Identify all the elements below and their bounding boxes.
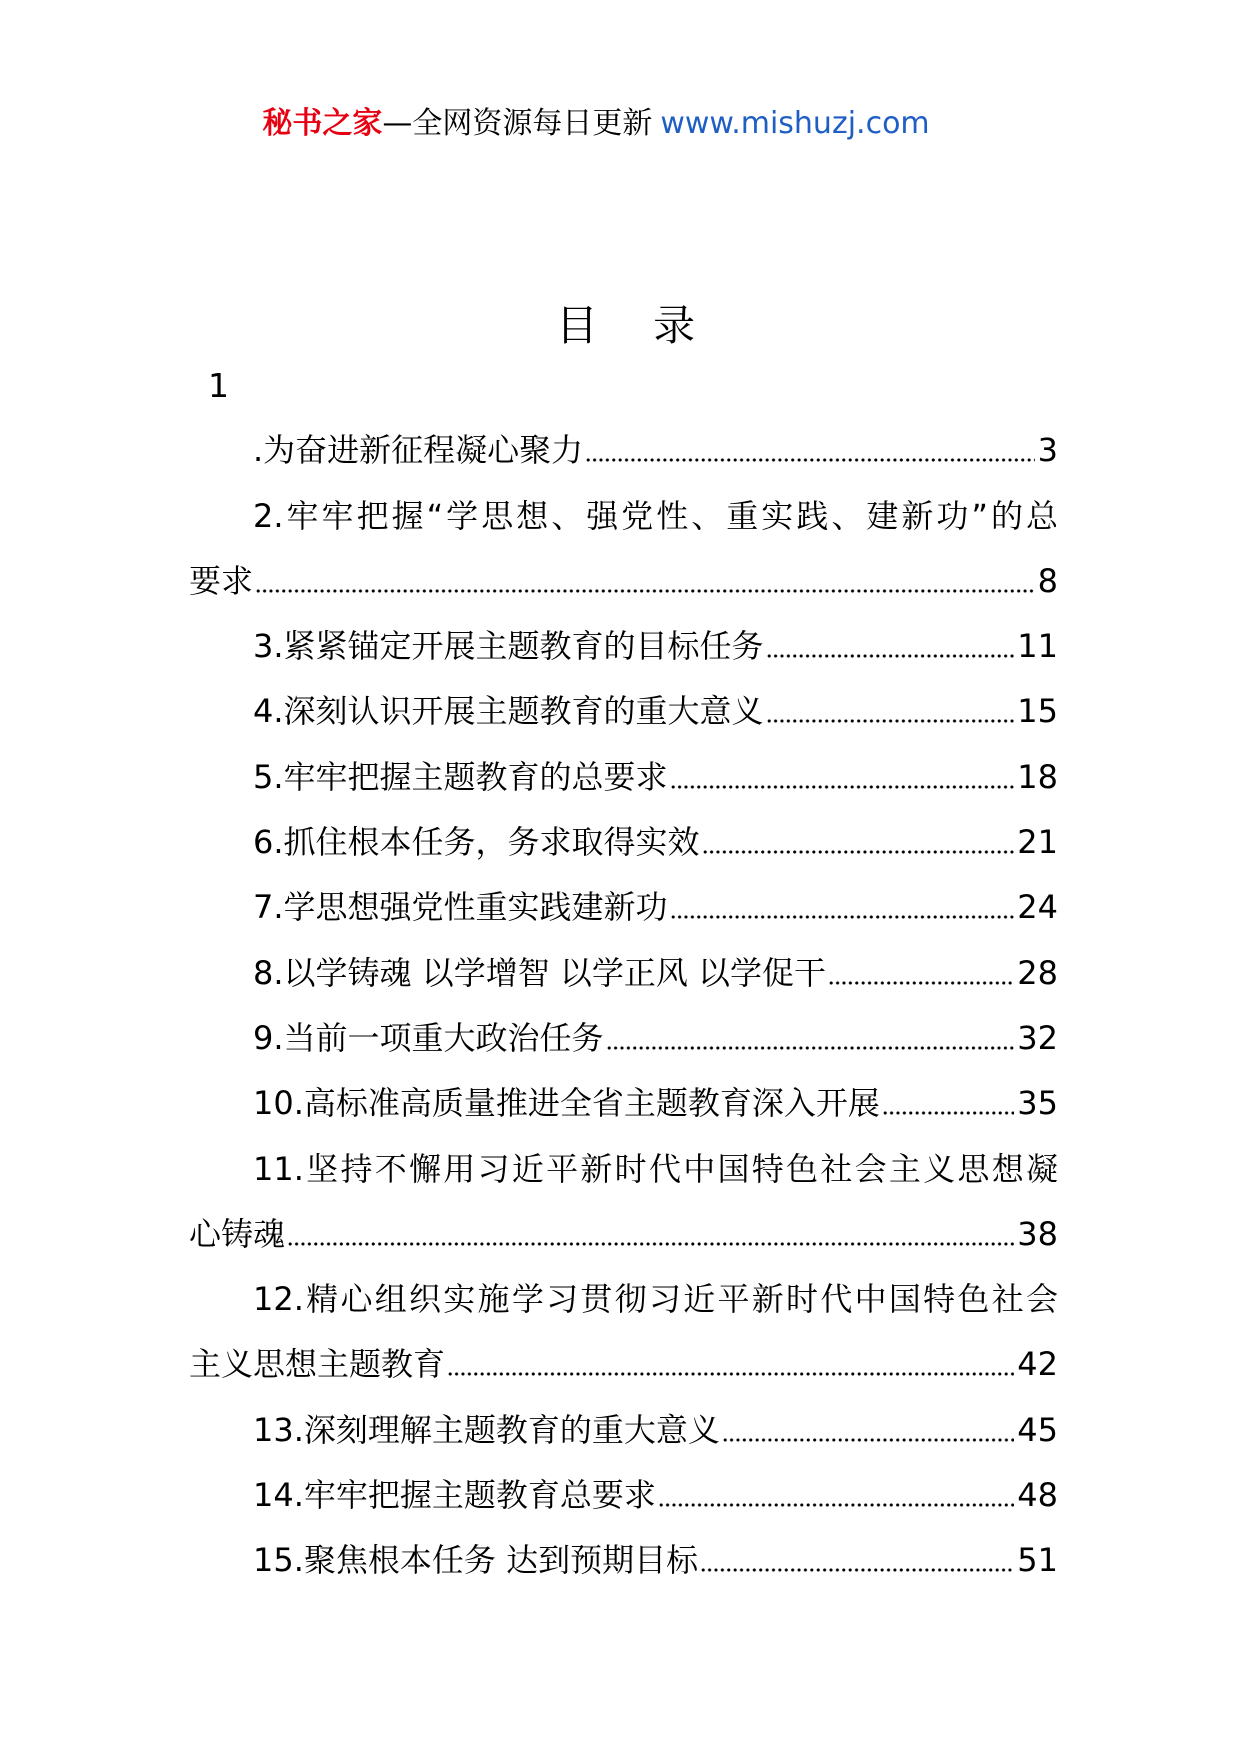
toc-entry: [189, 810, 1058, 875]
dot-leader: [702, 810, 1015, 875]
toc-page-number: 3: [1037, 431, 1058, 470]
toc-entry-number: 1: [208, 366, 229, 405]
toc-entry-line: [189, 810, 1058, 875]
toc-entry-title: 7.学思想强党性重实践建新功: [253, 888, 668, 927]
toc-page-number: 48: [1017, 1476, 1058, 1515]
dot-leader: [447, 1332, 1014, 1397]
toc-title: 目 录: [555, 301, 717, 350]
toc-page-number: 42: [1017, 1345, 1058, 1384]
site-url-link[interactable]: www.mishuzj.com: [660, 106, 930, 141]
toc-entry-line: [189, 1398, 1058, 1463]
toc-page-number: 8: [1037, 561, 1058, 600]
toc-entry-line: [189, 679, 1058, 744]
toc-entry: [189, 941, 1058, 1006]
toc-entry-title-first-line: 12.精心组织实施学习贯彻习近平新时代中国特色社会: [253, 1280, 1058, 1319]
site-brand: 秘书之家: [262, 106, 383, 141]
toc-page-number: 51: [1017, 1541, 1058, 1580]
toc-entry-line: [189, 1071, 1058, 1136]
toc-entry: [189, 1463, 1058, 1528]
toc-page-number: 28: [1017, 953, 1058, 992]
toc-entry-line: [189, 1463, 1058, 1528]
dot-leader: [882, 1071, 1014, 1136]
toc-entry-title-continuation: 主义思想主题教育: [189, 1345, 446, 1384]
dot-leader: [722, 1398, 1014, 1463]
toc-entry: [189, 1137, 1058, 1268]
toc-page-number: 11: [1017, 627, 1058, 666]
toc-entry-title: 5.牢牢把握主题教育的总要求: [253, 757, 668, 796]
toc-entry: [189, 875, 1058, 940]
dot-leader: [585, 418, 1034, 483]
toc-page-number: 38: [1017, 1214, 1058, 1253]
toc-page-number: 15: [1017, 692, 1058, 731]
dot-leader: [766, 679, 1015, 744]
toc-entry-title: 15.聚焦根本任务 达到预期目标: [253, 1541, 699, 1580]
dot-leader: [658, 1463, 1014, 1528]
toc-page-number: 21: [1017, 823, 1058, 862]
toc-entry: [189, 679, 1058, 744]
toc-entry: [189, 1071, 1058, 1136]
dot-leader: [828, 941, 1014, 1006]
toc-entry: [189, 1398, 1058, 1463]
dot-leader: [287, 1202, 1014, 1267]
toc-entry: [189, 1528, 1058, 1593]
toc-entry-title: 3.紧紧锚定开展主题教育的目标任务: [253, 627, 764, 666]
toc-entry-title: 8.以学铸魂 以学增智 以学正风 以学促干: [253, 953, 827, 992]
toc-entry-line: [189, 549, 1058, 614]
toc-entry: [189, 614, 1058, 679]
toc-entry-title-continuation: 要求: [189, 561, 254, 600]
toc-entry: [189, 1006, 1058, 1071]
dot-leader: [255, 549, 1035, 614]
toc-entry-line: [189, 1528, 1058, 1593]
dot-leader: [670, 875, 1015, 940]
toc-entry-title: 10.高标准高质量推进全省主题教育深入开展: [253, 1084, 880, 1123]
toc-entry-line: [189, 418, 1058, 483]
toc-entry-title: 4.深刻认识开展主题教育的重大意义: [253, 692, 764, 731]
toc-entry: [189, 1267, 1058, 1398]
dot-leader: [700, 1528, 1014, 1593]
dot-leader: [766, 614, 1015, 679]
toc-entry-title-first-line: 11.坚持不懈用习近平新时代中国特色社会主义思想凝: [253, 1149, 1058, 1188]
site-tagline: —全网资源每日更新: [382, 106, 653, 141]
table-of-contents: [189, 353, 1058, 1594]
toc-page-number: 45: [1017, 1410, 1058, 1449]
toc-entry-line: [189, 1332, 1058, 1397]
toc-entry: [189, 745, 1058, 810]
toc-entry-line: [189, 941, 1058, 1006]
toc-page-number: 35: [1017, 1084, 1058, 1123]
toc-entry-title: 13.深刻理解主题教育的重大意义: [253, 1410, 720, 1449]
toc-entry-title: .为奋进新征程凝心聚力: [253, 431, 584, 470]
toc-entry-line: [189, 1202, 1058, 1267]
toc-entry-line: [189, 1006, 1058, 1071]
toc-entry: [189, 484, 1058, 615]
toc-entry-title: 6.抓住根本任务，务求取得实效: [253, 823, 700, 862]
toc-page-number: 24: [1017, 888, 1058, 927]
toc-page-number: 18: [1017, 757, 1058, 796]
toc-entry-title: 9.当前一项重大政治任务: [253, 1018, 604, 1057]
toc-entry-title-continuation: 心铸魂: [189, 1214, 286, 1253]
toc-entry-line: [189, 745, 1058, 810]
toc-entry-title-first-line: 2.牢牢把握“学思想、强党性、重实践、建新功”的总: [253, 496, 1058, 535]
toc-entry: [189, 353, 1058, 484]
dot-leader: [670, 745, 1015, 810]
toc-entry-title: 14.牢牢把握主题教育总要求: [253, 1476, 656, 1515]
page-header: [0, 104, 1192, 144]
toc-entry-line: [189, 875, 1058, 940]
toc-entry-line: [189, 614, 1058, 679]
dot-leader: [606, 1006, 1015, 1071]
toc-page-number: 32: [1017, 1018, 1058, 1057]
